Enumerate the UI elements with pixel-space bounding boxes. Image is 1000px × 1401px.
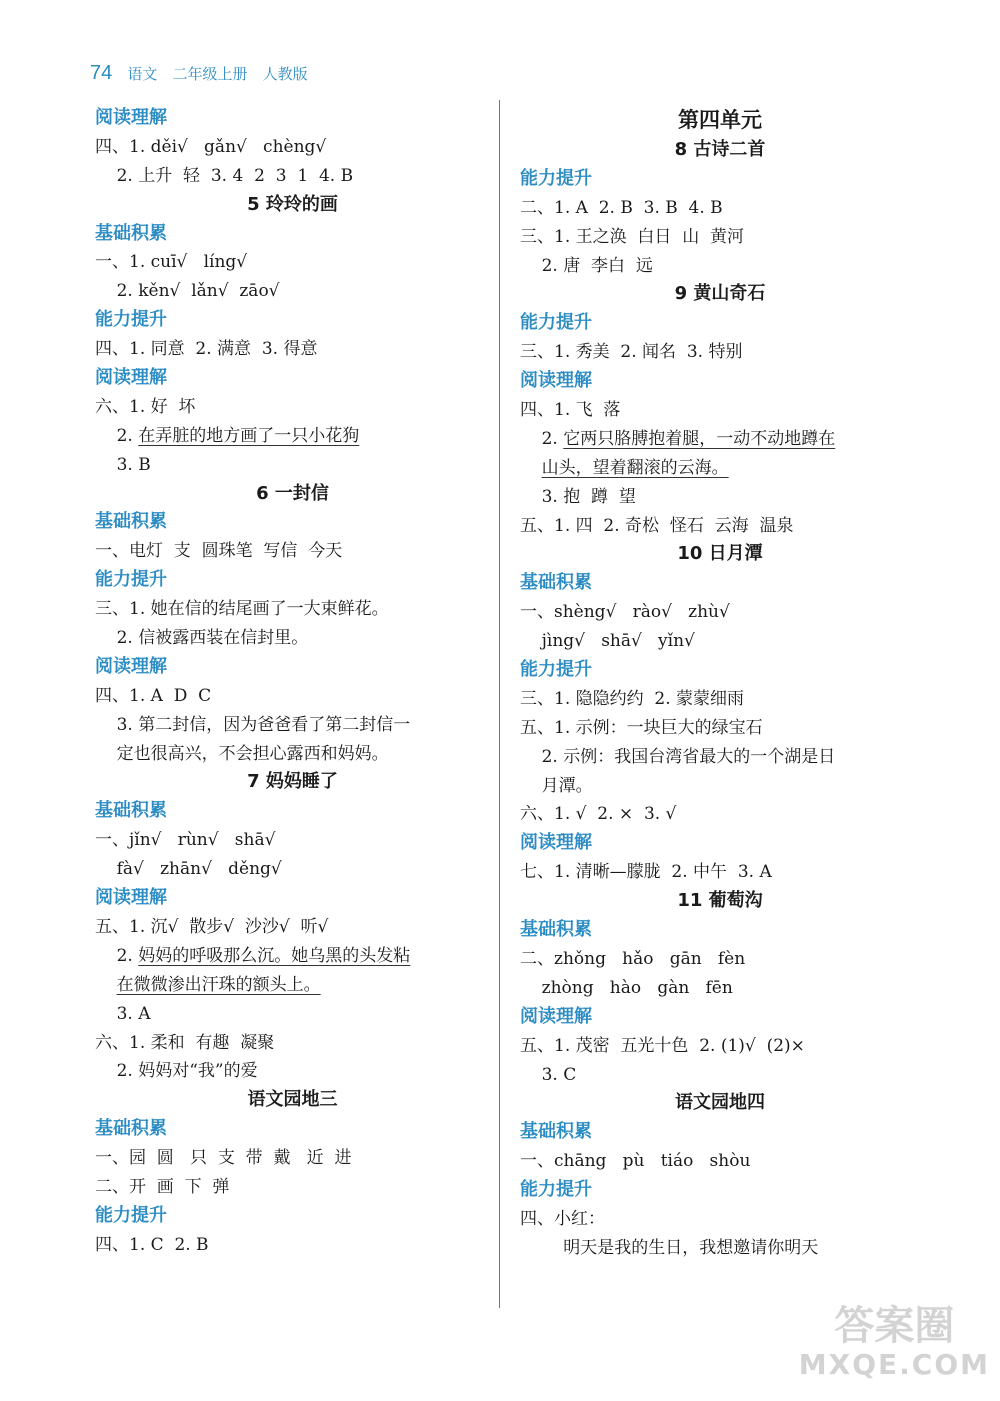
answer-prefix (95, 975, 117, 995)
section-heading: 基础积累 (520, 919, 592, 941)
answer-line-underlined (95, 422, 490, 451)
answer-line: 二、zhǒng hǎo gān fèn (520, 948, 746, 969)
section-heading: 能力提升 (520, 1179, 592, 1201)
answer-prefix: 2. (95, 425, 139, 446)
answer-line-underlined (520, 454, 920, 483)
lesson-title: 5 玲玲的画 (247, 193, 338, 215)
underlined-answer: 在微微渗出汗珠的额头上。 (116, 974, 321, 995)
underlined-answer: 山头，望着翻滚的云海。 (541, 457, 729, 478)
answer-line: 三、1. 她在信的结尾画了一大束鲜花。 (95, 599, 389, 620)
answer-line: 六、1. 柔和 有趣 凝聚 (95, 1032, 275, 1053)
underlined-answer: 妈妈的呼吸那么沉。她乌黑的头发粘 (138, 945, 411, 966)
right-column (520, 104, 920, 1263)
answer-line: fà√ zhān√ děng√ (95, 859, 282, 880)
answer-line: 四、1. 飞 落 (520, 400, 621, 421)
lesson-title: 6 一封信 (256, 482, 329, 504)
answer-line: 一、1. cuī√ líng√ (95, 252, 248, 273)
answer-line: 3. 抱 蹲 望 (520, 486, 636, 507)
subject-label: 语文 (127, 65, 158, 83)
watermark-url: MXQE.COM (798, 1348, 990, 1381)
answer-line: 一、电灯 支 圆珠笔 写信 今天 (95, 541, 343, 562)
section-heading: 阅读理解 (95, 655, 167, 677)
grade-label: 二年级上册 (172, 65, 248, 83)
answer-line-underlined (95, 942, 490, 971)
answer-line: 七、1. 清晰—朦胧 2. 中午 3. A (520, 862, 772, 883)
watermark (799, 1304, 990, 1381)
answer-line: zhòng hào gàn fēn (520, 977, 733, 998)
answer-line: 六、1. 好 坏 (95, 396, 196, 417)
answer-line: 3. B (95, 454, 151, 475)
answer-prefix: 2. (95, 945, 139, 966)
answer-line: 明天是我的生日，我想邀请你明天 (520, 1237, 819, 1258)
answer-line: 二、开 画 下 弹 (95, 1176, 230, 1197)
section-heading: 阅读理解 (95, 107, 167, 128)
section-heading: 阅读理解 (95, 887, 167, 909)
left-column (95, 104, 490, 1260)
underlined-answer: 在弄脏的地方画了一只小花狗 (138, 425, 360, 446)
unit-title: 第四单元 (678, 108, 762, 132)
answer-line-underlined (95, 971, 490, 1000)
lesson-title: 10 日月潭 (677, 543, 763, 565)
page-header (90, 62, 318, 92)
answer-prefix (520, 458, 542, 478)
answer-line: jìng√ shā√ yǐn√ (520, 631, 695, 652)
edition-label: 人教版 (262, 65, 308, 83)
answer-line: 一、chāng pù tiáo shòu (520, 1151, 751, 1172)
answer-line: 五、1. 示例：一块巨大的绿宝石 (520, 717, 763, 738)
section-heading: 阅读理解 (95, 367, 167, 389)
lesson-title: 语文园地四 (675, 1092, 765, 1114)
answer-line-underlined (520, 425, 920, 454)
answer-line: 一、jǐn√ rùn√ shā√ (95, 830, 276, 851)
answer-line: 3. C (520, 1064, 577, 1085)
lesson-title: 语文园地三 (247, 1089, 338, 1111)
section-heading: 能力提升 (520, 312, 592, 334)
answer-line: 定也很高兴，不会担心露西和妈妈。 (95, 743, 389, 764)
answer-line: 四、1. 同意 2. 满意 3. 得意 (95, 339, 318, 360)
answer-line: 五、1. 茂密 五光十色 2. (1)√ (2)× (520, 1035, 805, 1056)
section-heading: 基础积累 (95, 511, 167, 533)
answer-line: 2. 唐 李白 远 (520, 255, 653, 276)
answer-line: 三、1. 王之涣 白日 山 黄河 (520, 226, 745, 247)
section-heading: 能力提升 (95, 309, 167, 331)
answer-line: 三、1. 隐隐约约 2. 蒙蒙细雨 (520, 688, 745, 709)
answer-line: 3. A (95, 1003, 151, 1024)
answer-line: 2. 示例：我国台湾省最大的一个湖是日 (520, 746, 836, 767)
section-heading: 基础积累 (95, 800, 167, 822)
lesson-title: 9 黄山奇石 (674, 283, 766, 305)
section-heading: 阅读理解 (520, 1005, 592, 1027)
section-heading: 基础积累 (95, 222, 167, 244)
answer-line: 2. 信被露西装在信封里。 (95, 628, 309, 649)
answer-line: 三、1. 秀美 2. 闻名 3. 特别 (520, 342, 743, 363)
answer-line: 2. 上升 轻 3. 4 2 3 1 4. B (95, 165, 354, 186)
answer-line: 四、1. děi√ gǎn√ chèng√ (95, 136, 327, 157)
section-heading: 基础积累 (520, 572, 592, 594)
section-heading: 能力提升 (95, 569, 167, 591)
answer-line: 二、1. A 2. B 3. B 4. B (520, 197, 723, 218)
lesson-title: 11 葡萄沟 (677, 890, 763, 912)
section-heading: 基础积累 (520, 1121, 592, 1143)
answer-line: 3. 第二封信，因为爸爸看了第二封信一 (95, 714, 411, 735)
answer-prefix: 2. (520, 428, 564, 449)
underlined-answer: 它两只胳膊抱着腿，一动不动地蹲在 (563, 428, 836, 449)
section-heading: 阅读理解 (520, 832, 592, 854)
watermark-logo-text: 答案圈 (834, 1303, 955, 1349)
section-heading: 能力提升 (520, 167, 592, 189)
answer-line: 月潭。 (520, 775, 593, 796)
answer-line: 六、1. √ 2. × 3. √ (520, 804, 677, 825)
section-heading: 阅读理解 (520, 370, 592, 392)
page-number: 74 (90, 62, 113, 84)
answer-line: 2. 妈妈对“我”的爱 (95, 1061, 258, 1082)
answer-line: 四、1. A D C (95, 685, 212, 706)
section-heading: 能力提升 (95, 1204, 167, 1226)
answer-line: 四、1. C 2. B (95, 1234, 209, 1255)
lesson-title: 8 古诗二首 (674, 139, 766, 160)
section-heading: 基础积累 (95, 1118, 167, 1140)
answer-line: 五、1. 沉√ 散步√ 沙沙√ 听√ (95, 916, 329, 937)
lesson-title: 7 妈妈睡了 (247, 771, 338, 793)
answer-line: 一、shèng√ rào√ zhù√ (520, 602, 730, 623)
answer-line: 2. kěn√ lǎn√ zāo√ (95, 281, 280, 302)
answer-line: 四、小红： (520, 1208, 605, 1229)
section-heading: 能力提升 (520, 659, 592, 681)
answer-line: 五、1. 四 2. 奇松 怪石 云海 温泉 (520, 515, 794, 536)
answer-line: 一、园 圆 只 支 带 戴 近 进 (95, 1148, 352, 1169)
column-divider (499, 100, 500, 1308)
